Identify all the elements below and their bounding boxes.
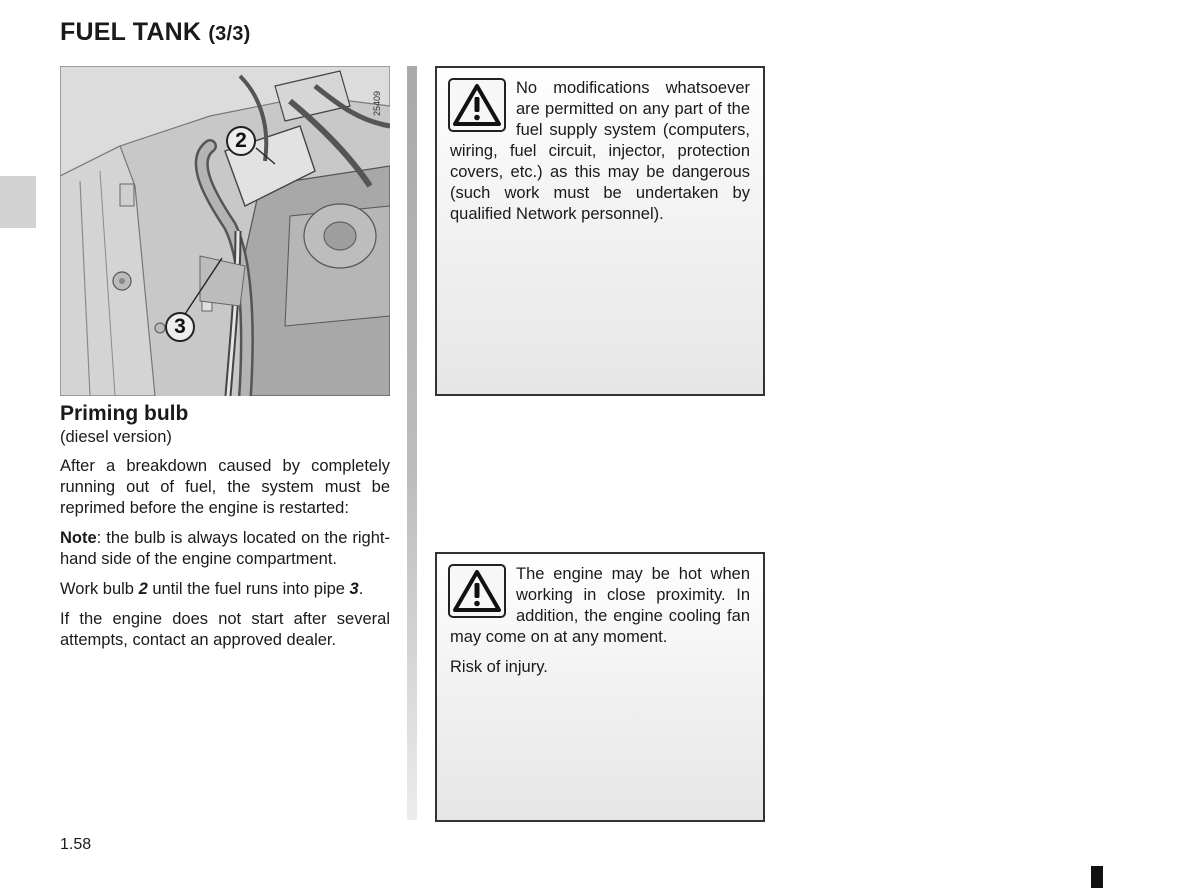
ref-bulb-2: 2: [138, 580, 148, 598]
paragraph-note: [60, 528, 390, 570]
warning-triangle-icon: [448, 78, 506, 132]
engine-drawing: [60, 66, 390, 396]
warning-box-modifications: [435, 66, 765, 396]
ref-pipe-3: 3: [349, 580, 359, 598]
section-subheading: (diesel version): [60, 428, 172, 446]
callout-3: 3: [165, 312, 195, 342]
page-title-suffix: (3/3): [208, 23, 251, 45]
column-divider: [407, 66, 417, 820]
figure-number: 25409: [372, 90, 382, 116]
note-text: : the bulb is always located on the right-hand side of the engine compartment.: [60, 529, 390, 568]
warning-box-hot-engine: [435, 552, 765, 822]
warning-text-injury: Risk of injury.: [450, 658, 548, 676]
priming-bulb-section: [60, 401, 390, 660]
paragraph-work-bulb: Work bulb 2 until the fuel runs into pipe 3.: [60, 580, 364, 598]
warning-text-hot-engine: The engine may be hot when working in close proximity. In addition, the engine cooling fan may come on at any moment.: [450, 565, 750, 646]
note-label: Note: [60, 529, 97, 547]
warning-triangle-icon: [448, 564, 506, 618]
section-heading: Priming bulb: [60, 402, 189, 425]
paragraph-dealer: If the engine does not start after several attempts, contact an approved dealer.: [60, 610, 390, 649]
warning-text-modifications: No modifications whatsoever are permitted on any part of the fuel supply system (computers, wiring, fuel circuit, injector, protection covers, etc.) as this may be dangerous (such work must be undertaken by qualified Network personnel).: [450, 79, 750, 223]
section-tab: [0, 176, 36, 228]
engine-compartment-illustration: [60, 66, 390, 396]
callout-2: 2: [226, 126, 256, 156]
paragraph-breakdown: After a breakdown caused by completely running out of fuel, the system must be reprimed before the engine is restarted:: [60, 457, 390, 517]
page-title: FUEL TANK (3/3): [60, 18, 251, 46]
page-corner-marker: [1091, 866, 1103, 888]
page-number: 1.58: [60, 836, 92, 853]
